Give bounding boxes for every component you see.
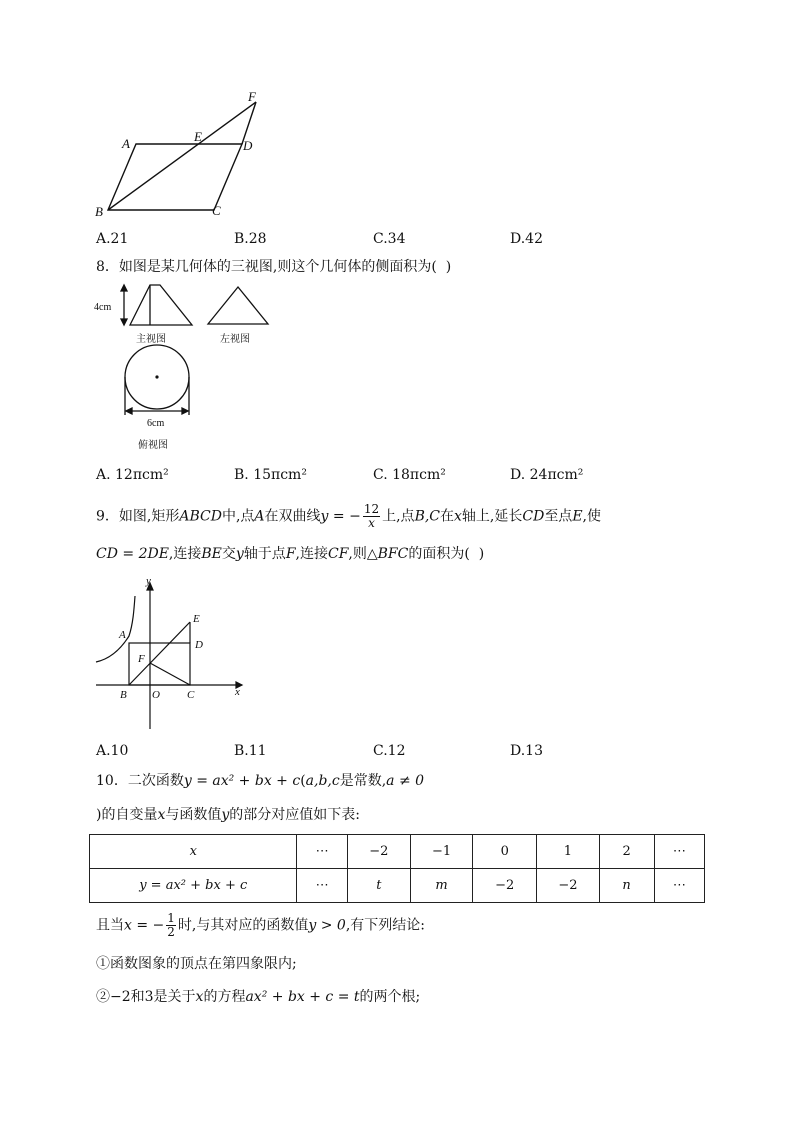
value-table: [89, 834, 705, 903]
label-d: D: [195, 639, 203, 651]
label-a: A: [119, 629, 126, 641]
table-cell: −2: [537, 869, 599, 903]
label-x: x: [235, 686, 240, 698]
q8-option-c: C. 18πcm²: [373, 467, 446, 483]
q7-option-d: D.42: [510, 231, 543, 247]
table-cell: −2: [347, 835, 410, 869]
diameter-label: 6cm: [147, 418, 165, 429]
table-cell: 1: [537, 835, 599, 869]
parallelogram-figure: [90, 92, 270, 224]
label-d: D: [243, 138, 253, 153]
table-cell: ⋯: [297, 835, 347, 869]
q10-conclusion-2: ②−2和3是关于x的方程ax² + bx + c = t的两个根;: [96, 989, 421, 1005]
q9-stem-line2: CD = 2DE,连接BE交y轴于点F,连接CF,则△BFC的面积为( ): [96, 546, 485, 562]
q8-option-d: D. 24πcm²: [510, 467, 584, 483]
label-e: E: [193, 613, 200, 625]
label-b: B: [95, 204, 103, 219]
q9-stem-line1: 9．如图,矩形ABCD中,点A在双曲线y = − $\frac{12}{x}$ 上,点B,C在x轴上,延长CD至点E,使: [96, 502, 601, 530]
table-row: [90, 869, 705, 903]
label-f: F: [138, 653, 145, 665]
q10-stem-line1: 10．二次函数y = ax² + bx + c(a,b,c是常数,a ≠ 0: [96, 773, 425, 789]
q8-option-b: B. 15πcm²: [234, 467, 307, 483]
q7-option-a: A.21: [96, 231, 129, 247]
label-a: A: [122, 136, 130, 151]
top-view-label: 俯视图: [138, 440, 168, 451]
left-view-label: 左视图: [220, 334, 250, 345]
table-cell: t: [347, 869, 410, 903]
label-y: y: [146, 575, 151, 587]
q8-stem: 8．如图是某几何体的三视图,则这个几何体的侧面积为( ): [96, 259, 452, 275]
q10-conclusion-1: ①函数图象的顶点在第四象限内;: [96, 956, 297, 972]
q10-stem-line2: )的自变量x与函数值y的部分对应值如下表:: [96, 807, 361, 823]
fraction-12-over-x: $\frac{12}{x}$: [363, 502, 380, 530]
table-row: [90, 835, 705, 869]
table-cell: −2: [473, 869, 537, 903]
table-cell: ⋯: [654, 835, 704, 869]
table-cell: y = ax² + bx + c: [90, 869, 297, 903]
q9-option-b: B.11: [234, 743, 267, 759]
table-cell: −1: [410, 835, 472, 869]
front-view-label: 主视图: [136, 334, 166, 345]
label-o: O: [152, 689, 160, 701]
hyperbola-rectangle-figure: [92, 574, 252, 734]
label-c: C: [187, 689, 195, 701]
top-view-center: [155, 375, 158, 378]
segment-cf: [150, 663, 190, 685]
label-c: C: [212, 203, 221, 218]
q7-option-c: C.34: [373, 231, 406, 247]
left-view-shape: [208, 287, 268, 324]
q10-condition: 且当x = − $\frac{1}{2}$ 时,与其对应的函数值y > 0,有下列结论:: [96, 911, 425, 939]
q7-option-b: B.28: [234, 231, 267, 247]
table-cell: 2: [599, 835, 654, 869]
fraction-1-over-2: $\frac{1}{2}$: [167, 911, 175, 939]
three-view-figure: [94, 280, 284, 456]
parallelogram-abcd: [108, 144, 242, 210]
q9-option-c: C.12: [373, 743, 406, 759]
height-label: 4cm: [94, 302, 112, 313]
table-cell: n: [599, 869, 654, 903]
label-b: B: [120, 689, 127, 701]
table-cell: x: [90, 835, 297, 869]
q9-option-a: A.10: [96, 743, 129, 759]
table-cell: ⋯: [297, 869, 347, 903]
q9-option-d: D.13: [510, 743, 543, 759]
table-cell: m: [410, 869, 472, 903]
q8-option-a: A. 12πcm²: [96, 467, 169, 483]
label-e: E: [194, 129, 202, 144]
table-cell: ⋯: [654, 869, 704, 903]
table-cell: 0: [473, 835, 537, 869]
label-f: F: [248, 92, 256, 104]
front-view-shape: [130, 285, 192, 325]
